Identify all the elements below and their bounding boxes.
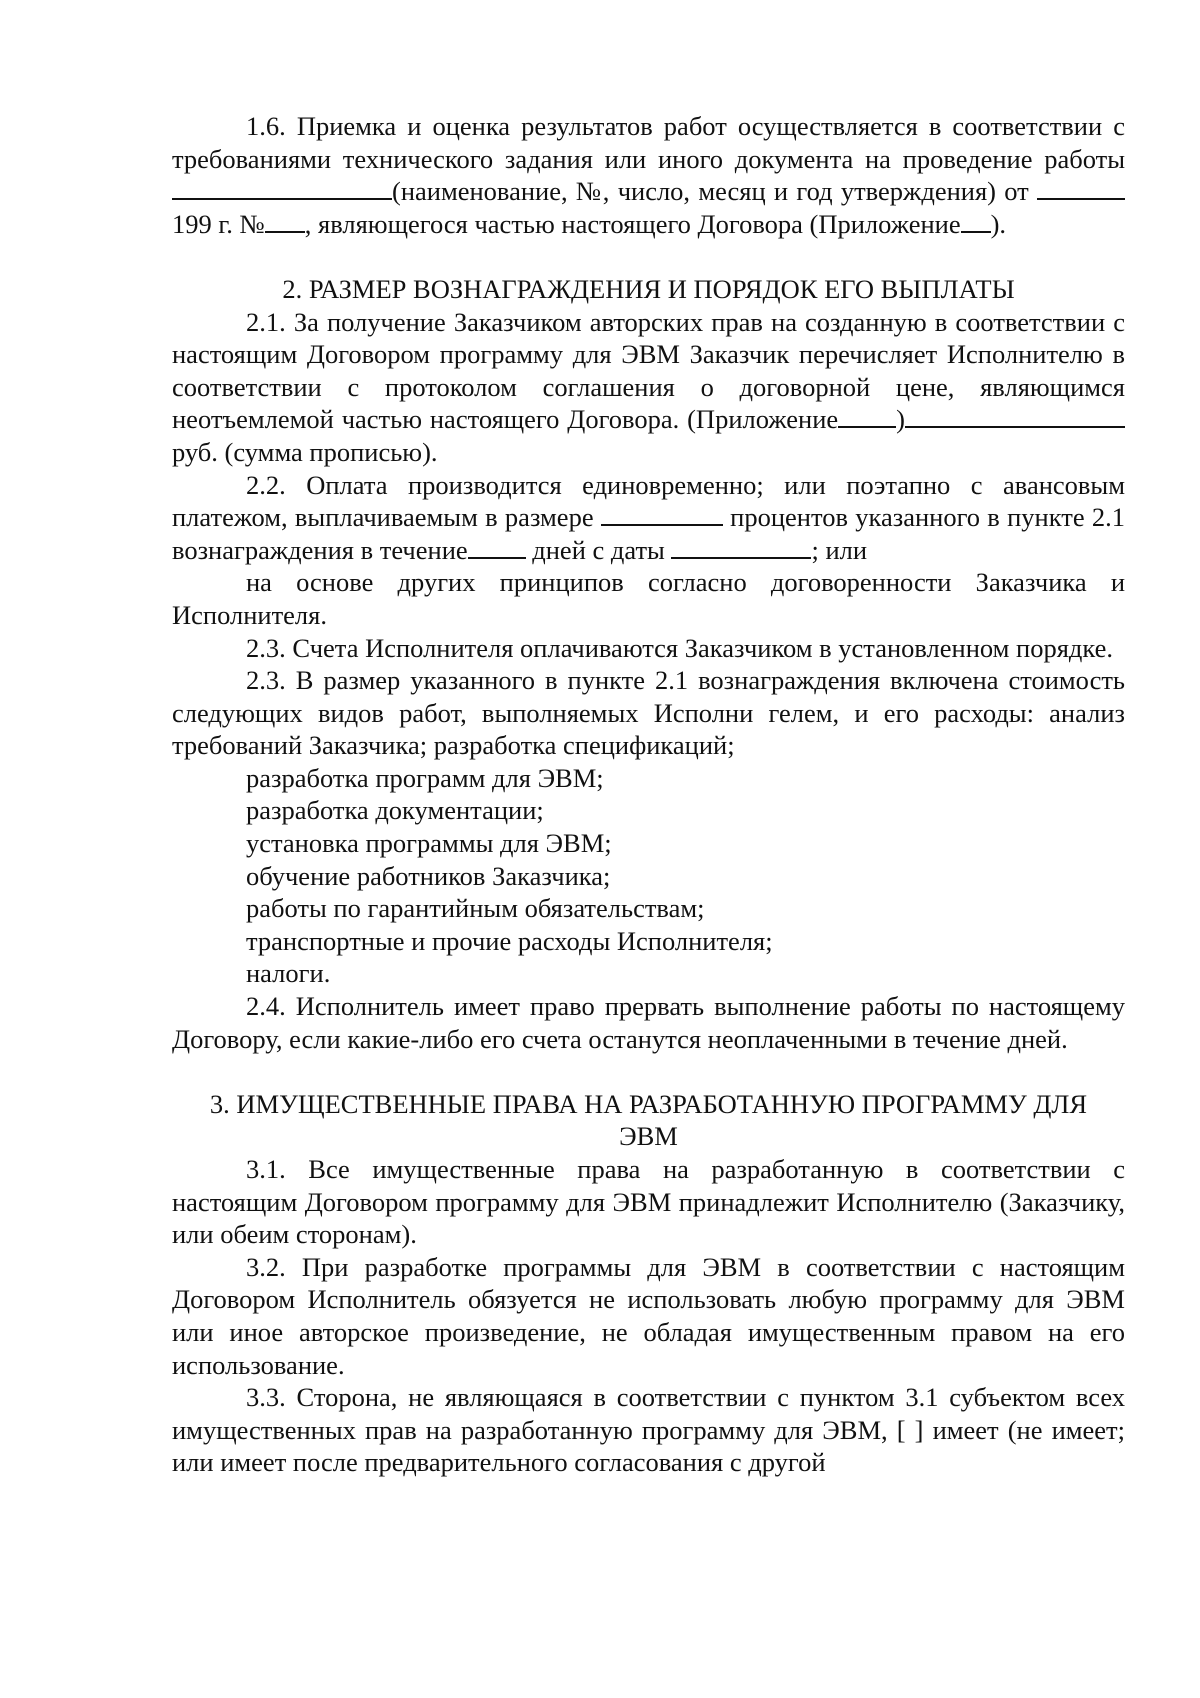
- blank-line: [905, 404, 1125, 428]
- list-item: транспортные и прочие расходы Исполнителя;: [172, 925, 1125, 958]
- paragraph-2-4: 2.4. Исполнитель имеет право прервать выполнение работы по настоящему Договору, если какие-либо его счета останутся неоплаченными в течение дней.: [172, 990, 1125, 1055]
- paragraph-2-3-a: 2.3. Счета Исполнителя оплачиваются Заказчиком в установленном порядке.: [172, 632, 1125, 665]
- list-item: разработка программ для ЭВМ;: [172, 762, 1125, 795]
- blank-line: [172, 176, 392, 200]
- paragraph-3-2: 3.2. При разработке программы для ЭВМ в соответствии с настоящим Договором Исполнитель обязуется не использовать любую программу для ЭВМ или иное авторское произведение, не обладая имущественным правом на его использование.: [172, 1251, 1125, 1381]
- spacer: [172, 240, 1125, 273]
- paragraph-2-1: 2.1. За получение Заказчиком авторских прав на созданную в соответствии с настоящим Договором программу для ЭВМ Заказчик перечисляет Исполнителю в соответствии с протоколом соглашения о договорной цене, являющимся неотъемлемой частью настоящего Договора. (Приложение )руб. (сумма прописью).: [172, 306, 1125, 469]
- section-3-heading: 3. ИМУЩЕСТВЕННЫЕ ПРАВА НА РАЗРАБОТАННУЮ ПРОГРАММУ ДЛЯ ЭВМ: [172, 1088, 1125, 1153]
- paragraph-3-3: 3.3. Сторона, не являющаяся в соответствии с пунктом 3.1 субъектом всех имущественных прав на разработанную программу для ЭВМ, [ ] имеет (не имеет; или имеет после предварительного согласования с другой: [172, 1381, 1125, 1479]
- paragraph-2-3-b: 2.3. В размер указанного в пункте 2.1 вознаграждения включена стоимость следующих видов работ, выполняемых Исполни гелем, и его расходы: анализ требований Заказчика; разработка спецификаций;: [172, 664, 1125, 762]
- spacer: [172, 1055, 1125, 1088]
- list-item: установка программы для ЭВМ;: [172, 827, 1125, 860]
- work-items-list: [172, 762, 1125, 990]
- paragraph-3-1: 3.1. Все имущественные права на разработанную в соответствии с настоящим Договором программу для ЭВМ принадлежит Исполнителю (Заказчику, или обеим сторонам).: [172, 1153, 1125, 1251]
- blank-line: [838, 404, 896, 428]
- list-item: разработка документации;: [172, 794, 1125, 827]
- document-page: [172, 110, 1125, 1479]
- blank-line: [265, 209, 305, 233]
- blank-line: [1037, 176, 1125, 200]
- blank-line: [468, 535, 526, 559]
- blank-line: [671, 535, 811, 559]
- paragraph-2-2: 2.2. Оплата производится единовременно; или поэтапно с авансовым платежом, выплачиваемым в размере процентов указанного в пункте 2.1 вознаграждения в течение дней с даты ; или: [172, 469, 1125, 567]
- list-item: налоги.: [172, 957, 1125, 990]
- list-item: обучение работников Заказчика;: [172, 860, 1125, 893]
- section-2-heading: 2. РАЗМЕР ВОЗНАГРАЖДЕНИЯ И ПОРЯДОК ЕГО ВЫПЛАТЫ: [172, 273, 1125, 306]
- paragraph-1-6: 1.6. Приемка и оценка результатов работ осуществляется в соответствии с требованиями технического задания или иного документа на проведение работы(наименование, №, число, месяц и год утверждения) от 199 г. № , являющегося частью настоящего Договора (Приложение ).: [172, 110, 1125, 240]
- list-item: работы по гарантийным обязательствам;: [172, 892, 1125, 925]
- paragraph-2-2-alt: на основе других принципов согласно договоренности Заказчика и Исполнителя.: [172, 566, 1125, 631]
- blank-line: [961, 209, 991, 233]
- blank-line: [601, 502, 723, 526]
